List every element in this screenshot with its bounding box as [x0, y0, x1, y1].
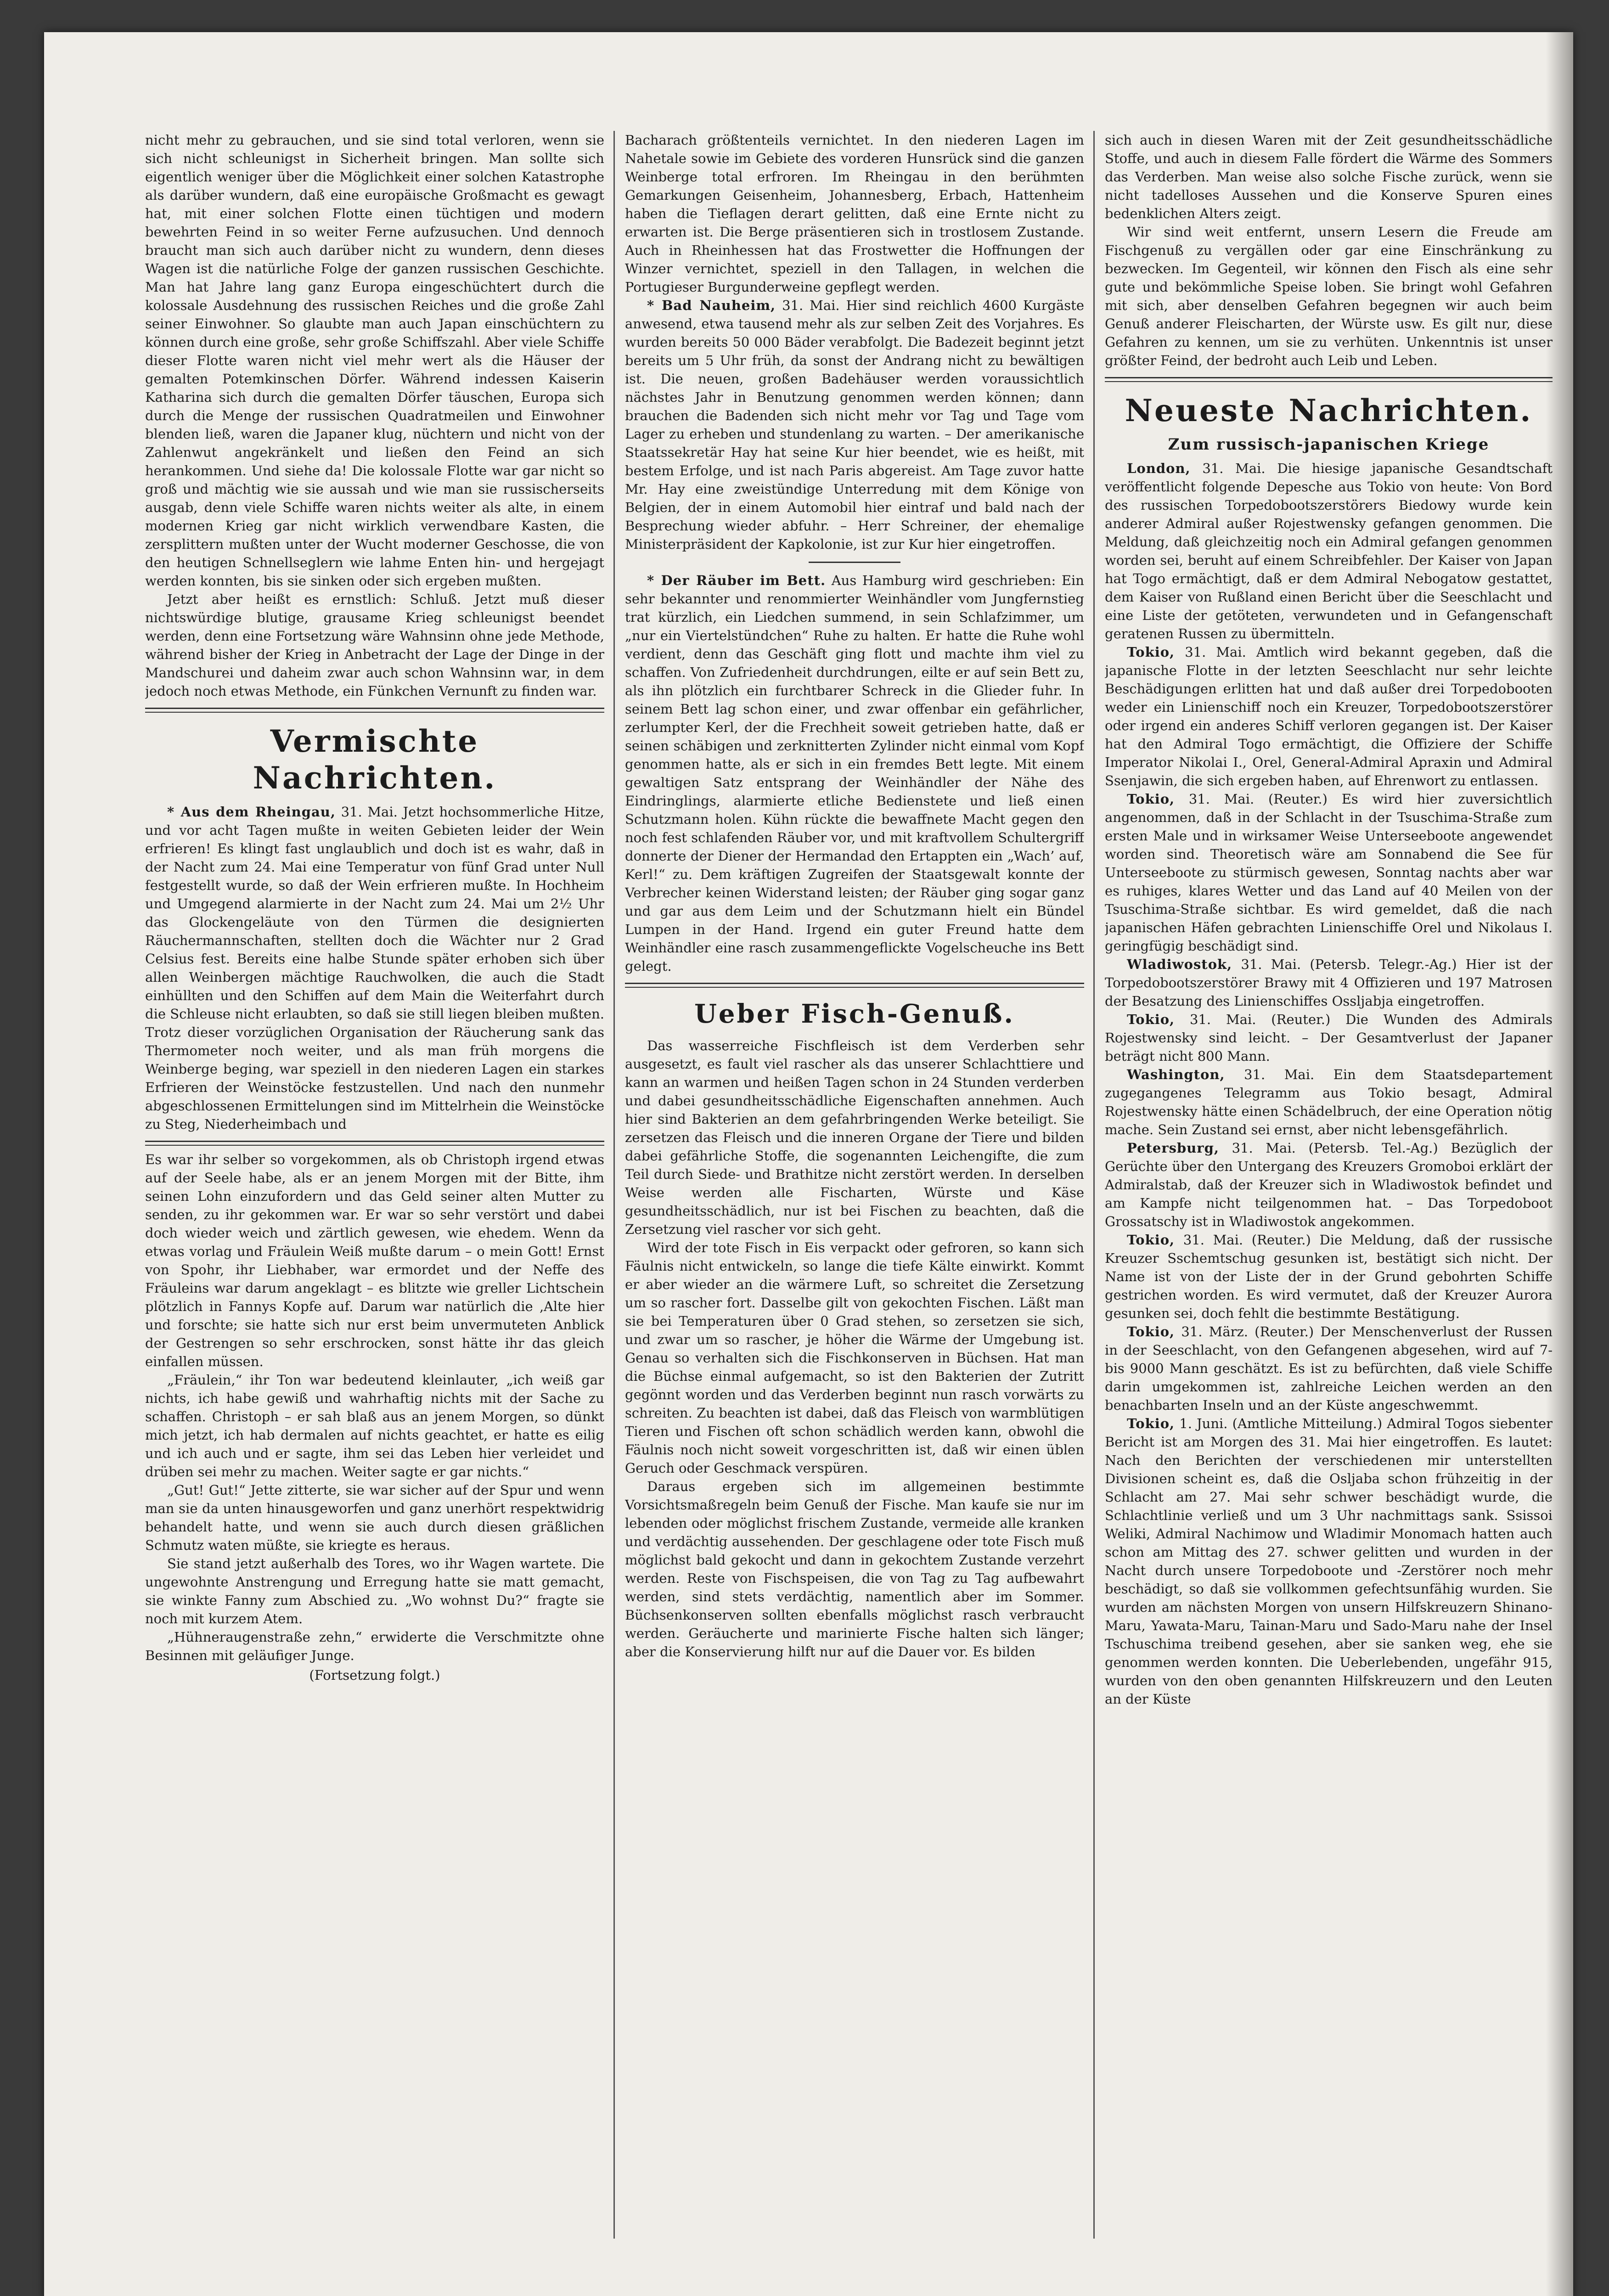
section-subheading-krieg: Zum russisch-japanischen Kriege	[1168, 435, 1490, 454]
news-item	[1105, 643, 1553, 790]
section-divider-2	[625, 983, 1084, 988]
news-item	[1105, 1322, 1553, 1414]
news-dateline: Washington,	[1127, 1067, 1225, 1082]
news-text: 31. März. (Reuter.) Der Menschenverlust der Russen in der Seeschlacht, von den Gefangenen abgesehen, wird auf 7- bis 9000 Mann geschätzt. Es ist zu befürchten, daß viele Schiffe darin umgekommen ist, zahlreiche Leichen werden an den benachbarten Inseln und an der Küste angeschwemmt.	[1105, 1324, 1553, 1413]
news-text: 31. Mai. (Reuter.) Die Wunden des Admirals Rojestwensky sind leicht. – Der Gesamtverlust der Japaner beträgt nicht 800 Mann.	[1105, 1012, 1553, 1064]
article-bad-nauheim-label: * Bad Nauheim,	[647, 298, 776, 313]
article-bad-nauheim-text: 31. Mai. Hier sind reichlich 4600 Kurgäste anwesend, etwa tausend mehr als zur selben Zeit des Vorjahres. Es wurden bereits 50 000 Bäder verabfolgt. Die Badezeit beginnt jetzt bereits um 5 Uhr früh, da sonst der Andrang nicht zu bewältigen ist. Die neuen, großen Badehäuser werden voraussichtlich nächstes Jahr in Benutzung genommen werden können; dann brauchen die Badenden sich nicht mehr vor Tag und Tage vom Lager zu erheben und stundenlang zu warten. – Der amerikanische Staatssekretär Hay hat seine Kur hier beendet, wie es heißt, mit bestem Erfolge, und ist nach Paris abgereist. Am Tage zuvor hatte Mr. Hay eine zweistündige Unterredung mit dem Könige von Belgien, der in einem Automobil hier eintraf und bald nach der Besprechung wieder abfuhr. – Herr Schreiner, der ehemalige Ministerpräsident der Kapkolonie, ist zur Kur hier eingetroffen.	[625, 298, 1084, 552]
article-raeuber-im-bett	[625, 571, 1084, 975]
news-dateline: Wladiwostok,	[1127, 957, 1232, 972]
news-item	[1105, 790, 1553, 955]
section-heading-vermischte: Vermischte Nachrichten.	[253, 723, 497, 796]
fiction-paragraph-3: „Gut! Gut!“ Jette zitterte, sie war sicher auf der Spur und wenn man sie da unten hinausgeworfen und ganz unerhört respektwidrig behandelt hatte, und wenn sie auch durch diesen gräßlichen Schmutz waten müßte, sie kriegte es heraus.	[145, 1482, 604, 1553]
feuilleton-divider	[145, 1141, 604, 1146]
column-rule-1	[613, 131, 615, 2239]
news-dateline: Tokio,	[1127, 1324, 1175, 1339]
article-rheingau-text: 31. Mai. Jetzt hochsommerliche Hitze, und vor acht Tagen mußte in weiten Gebieten leider der Wein erfrieren! Es klingt fast unglaublich und doch ist es wahr, daß in der Nacht zum 24. Mai eine Temperatur von fünf Grad unter Null festgestellt wurde, so daß der Wein erfrieren mußte. In Hochheim und Umgegend alarmierte in der Nacht zum 24. Mai um 2½ Uhr das Glockengeläute von den Türmen die designierten Räuchermannschaften, stellten doch die Wächter nur 2 Grad Celsius fest. Bereits eine halbe Stunde später erhoben sich über allen Weinbergen mächtige Rauchwolken, die auch die Stadt einhüllten und den Schiffen auf dem Main die Weiterfahrt durch die Schleuse nicht erlaubten, so daß sie still liegen bleiben mußten. Trotz dieser vorzüglichen Organisation der Räucherung sank das Thermometer noch weiter, und als man früh morgens die Weinberge beging, war speziell in den niederen Lagen ein starkes Erfrieren der Weinstöcke festzustellen. Und nach den nunmehr abgeschlossenen Ermittelungen sind im Mittelrhein die Weinstöcke zu Steg, Niederheimbach und	[145, 804, 604, 1132]
article-rheingau	[145, 803, 604, 1133]
fiction-paragraph-2: „Fräulein,“ ihr Ton war bedeutend kleinlauter, „ich weiß gar nichts, ich habe gewiß und wahrhaftig nichts mit der Sache zu schaffen. Christoph – er sah blaß aus an jenem Morgen, so dünkt mich jetzt, ich hab dermalen auf nichts geachtet, er hatte es eilig und ich auch und er sagte, ihm sei das Leben hier verleidet und drüben sei mehr zu machen. Weiter sagte er gar nichts.“	[145, 1372, 604, 1480]
fiction-paragraph-5: „Hühneraugenstraße zehn,“ erwiderte die Verschmitzte ohne Besinnen mit geläufiger Junge.	[145, 1629, 604, 1663]
news-text: 31. Mai. (Reuter.) Es wird hier zuversichtlich angenommen, daß in der Schlacht in der Tsuschima-Straße zum ersten Male und in wirksamer Weise Unterseeboote angewendet worden sind. Theoretisch wäre am Sonnabend die See für Unterseeboote zu stürmisch gewesen, Sonntag nachts aber war es ruhiges, klares Wetter und das Land auf 40 Meilen von der Tsuschima-Straße sichtbar. Es wird gemeldet, daß die nach japanischen Häfen gebrachten Linienschiffe Orel und Nikolaus I. geringfügig beschädigt sind.	[1105, 791, 1553, 954]
fisch-paragraph-2: Wird der tote Fisch in Eis verpackt oder gefroren, so kann sich Fäulnis nicht entwickeln, so lange die tiefe Kälte einwirkt. Kommt er aber wieder an die wärmere Luft, so schreitet die Zersetzung um so rascher fort. Dasselbe gilt von gekochten Fischen. Läßt man sie bei Temperaturen über 0 Grad stehen, so zersetzen sie sich, und zwar um so rascher, je höher die Wärme der Umgebung ist. Genau so verhalten sich die Fischkonserven in Büchsen. Hat man die Büchse einmal aufgemacht, so ist den Bakterien der Zutritt gegönnt worden und das Verderben beginnt nun rasch vorwärts zu schreiten. Zu beachten ist dabei, daß das Fleisch von warmblütigen Tieren und Fischen oft schon schädlich werden kann, obwohl die Fäulnis noch nicht soweit vorgeschritten ist, daß wir einen üblen Geruch oder Geschmack verspüren.	[625, 1240, 1084, 1476]
fiction-paragraph-4: Sie stand jetzt außerhalb des Tores, wo ihr Wagen wartete. Die ungewohnte Anstrengung und Erregung hatte sie matt gemacht, sie winkte Fanny zum Abschied zu. „Wo wohnst Du?“ fragte sie noch mit kurzem Atem.	[145, 1556, 604, 1626]
war-commentary-conclusion: Jetzt aber heißt es ernstlich: Schluß. Jetzt muß dieser nichtswürdige blutige, grausame Krieg schleunigst beendet werden, denn eine Fortsetzung wäre Wahnsinn ohne jede Methode, während bisher der Krieg in Anbetracht der Lage der Dinge in der Mandschurei und daheim zwar auch schon Wahnsinn war, in dem jedoch noch etwas Methode, ein Fünkchen Vernunft zu finden war.	[145, 591, 604, 699]
article-divider	[809, 562, 900, 563]
fisch-paragraph-1: Das wasserreiche Fischfleisch ist dem Verderben sehr ausgesetzt, es fault viel rascher als das unserer Schlachttiere und kann an warmen und heißen Tagen schon in 24 Stunden verderben und dabei gesundheitsschädliche Eigenschaften annehmen. Auch hier sind Bakterien an dem gefahrbringenden Werke beteiligt. Sie zersetzen das Fleisch und die inneren Organe der Tiere und bilden dabei gefährliche Stoffe, die sogenannten Leichengifte, die zum Teil durch Siede- und Brathitze nicht zerstört werden. In derselben Weise werden alle Fischarten, Würste und Käse gesundheitsschädlich, nur ist bei Fischen zu beachten, daß die Zersetzung viel rascher vor sich geht.	[625, 1038, 1084, 1237]
article-rheingau-continued: Bacharach größtenteils vernichtet. In den niederen Lagen im Nahetale sowie im Gebiete des vorderen Hunsrück sind die ganzen Weinberge total erfroren. Im Rheingau in den berühmten Gemarkungen Geisenheim, Johannesberg, Erbach, Hattenheim haben die Tieflagen derart gelitten, daß eine Ernte nicht zu erwarten ist. Die Berge präsentieren sich in trostlosem Zustande. Auch in Rheinhessen hat das Frostwetter die Hoffnungen der Winzer vernichtet, speziell in den Tallagen, in welchen die Portugieser Burgunderweine gepflegt werden.	[625, 132, 1084, 295]
article-bad-nauheim	[625, 296, 1084, 553]
article-raeuber-text: Aus Hamburg wird geschrieben: Ein sehr bekannter und renommierter Weinhändler vom Jungfernstieg trat kürzlich, ein Liedchen summend, in sein Schlafzimmer, um „nur ein Viertelstündchen“ Ruhe zu halten. Er hatte die Ruhe wohl verdient, denn das Geschäft ging flott und machte ihm viel zu schaffen. Von Zufriedenheit durchdrungen, eilte er auf sein Bett zu, als ihn plötzlich ein furchtbarer Schreck in die Glieder fuhr. In seinem Bett lag schon einer, und zwar offenbar ein gefährlicher, zerlumpter Kerl, der die Frechheit soweit getrieben hatte, daß er seinen schäbigen und zerknitterten Zylinder nicht einmal vom Kopf genommen hatte, als er sich in ein fremdes Bett legte. Mit einem gewaltigen Satz entsprang der Weinhändler der Nähe des Eindringlings, alarmierte etliche Bedienstete und ließ einen Schutzmann holen. Kühn rückte die bewaffnete Macht gegen den noch fest schlafenden Räuber vor, und mit kraftvollem Schultergriff donnerte der Diener der Hermandad den Ertappten ein „Wach’ auf, Kerl!“ zu. Dem kräftigen Zugreifen der Staatsgewalt konnte der Verbrecher keinen Widerstand leisten; der Räuber ging sogar ganz und gar aus dem Leim und der Schutzmann hielt ein Bündel Lumpen in der Hand. Irgend ein guter Freund hatte dem Weinhändler eine rasch zusammengeflickte Vogelscheuche ins Bett gelegt.	[625, 573, 1084, 974]
column-rule-2	[1093, 131, 1095, 2239]
news-item	[1105, 459, 1553, 643]
news-dateline: Tokio,	[1127, 1232, 1175, 1248]
news-item	[1105, 955, 1553, 1010]
article-rheingau-label: * Aus dem Rheingau,	[167, 804, 336, 820]
news-text: 31. Mai. (Petersb. Tel.-Ag.) Bezüglich der Gerüchte über den Untergang des Kreuzers Gromoboi erklärt der Admiralstab, daß der Kreuzer sich in Wladiwostok befindet und am Kampfe nicht teilgenommen hat. – Das Torpedoboot Grossatschy ist in Wladiwostok angekommen.	[1105, 1140, 1553, 1229]
news-text: 31. Mai. (Reuter.) Die Meldung, daß der russische Kreuzer Sschemtschug gesunken ist, bestätigt sich nicht. Der Name ist von der Liste der in der Grund gebohrten Schiffe gestrichen worden. Es wird vermutet, daß der Kreuzer Aurora gesunken sei, doch fehlt die bestimmte Bestätigung.	[1105, 1232, 1553, 1321]
news-item	[1105, 1414, 1553, 1708]
fisch-paragraph-4: sich auch in diesen Waren mit der Zeit gesundheitsschädliche Stoffe, und auch in diesem Falle fördert die Wärme des Sommers das Verderben. Man weise also solche Fische zurück, wenn sie nicht tadelloses Aussehen und die Konserve Spuren eines bedenklichen Alters zeigt.	[1105, 132, 1553, 221]
section-heading-neueste: Neueste Nachrichten.	[1125, 393, 1533, 428]
article-raeuber-label: * Der Räuber im Bett.	[647, 573, 826, 588]
column-2	[625, 131, 1084, 2239]
news-dateline: Tokio,	[1127, 644, 1175, 660]
news-dateline: Tokio,	[1127, 791, 1175, 807]
news-item	[1105, 1010, 1553, 1065]
continuation-note: (Fortsetzung folgt.)	[309, 1667, 440, 1683]
news-dateline: Tokio,	[1127, 1416, 1175, 1431]
war-commentary-text: nicht mehr zu gebrauchen, und sie sind total verloren, wenn sie sich nicht schleunigst in Sicherheit bringen. Man sollte sich eigentlich weniger über die Möglichkeit einer solchen Katastrophe als darüber wundern, daß eine europäische Großmacht es gewagt hat, mit einer solchen Flotte einen tüchtigen und modern bewehrten Feind in so weiter Ferne aufzusuchen. Und dennoch braucht man sich auch darüber nicht zu wundern, denn dieses Wagen ist die natürliche Folge der ganzen russischen Geschichte. Man hat Jahre lang ganz Europa eingeschüchtert durch die kolossale Ausdehnung des russischen Reiches und die große Zahl seiner Einwohner. So glaubte man auch Japan einschüchtern zu können durch eine große, sehr große Schiffszahl. Aber viele Schiffe dieser Flotte waren nicht viel mehr wert als die Häuser der gemalten Potemkinschen Dörfer. Während indessen Kaiserin Katharina sich durch die gemalten Dörfer täuschen, Europa sich durch die Menge der russischen Quadratmeilen und Einwohner blenden ließ, waren die Japaner klug, nüchtern und nicht von der Zahlenwut angekränkelt und ließen den Feind an sich herankommen. Und siehe da! Die kolossale Flotte war gar nicht so groß und mächtig wie sie aussah und wie man sie russischerseits ausgab, denn viele Schiffe waren nichts weiter als alte, in einem modernen Krieg gar nicht wirklich verwendbare Kasten, die zersplittern mußten unter der Wucht moderner Geschosse, die von den heutigen Schnellseglern wie lahme Enten hin- und hergejagt werden konnten, bis sie sinken oder sich ergeben mußten.	[145, 132, 604, 589]
fisch-paragraph-3: Daraus ergeben sich im allgemeinen bestimmte Vorsichtsmaßregeln beim Genuß der Fische. Man kaufe sie nur im lebenden oder möglichst frischem Zustande, vermeide alle kranken und verdächtig aussehenden. Der geschlagene oder tote Fisch muß möglichst bald gekocht und dann in gekochtem Zustande verzehrt werden. Reste von Fischspeisen, die von Tag zu Tag aufbewahrt werden, sind stets verdächtig, namentlich aber im Sommer. Büchsenkonserven sollten ebenfalls möglichst rasch verbraucht werden. Geräucherte und marinierte Fische halten sich länger; aber die Konservierung hilft nur auf die Dauer vor. Es bilden	[625, 1479, 1084, 1660]
column-1	[145, 131, 604, 2239]
column-3	[1105, 131, 1553, 2239]
page-content	[145, 131, 1553, 2239]
news-text: 31. Mai. Amtlich wird bekannt gegeben, daß die japanische Flotte in der letzten Seeschlacht nur sehr leichte Beschädigungen erlitten hat und daß außer drei Torpedobooten weder ein Linienschiff noch ein Kreuzer, Torpedobootszerstörer oder irgend ein anderes Schiff verloren gegangen ist. Der Kaiser hat den Admiral Togo ermächtigt, die Offiziere der Schiffe Imperator Nikolai I., Orel, General-Admiral Apraxin und Admiral Ssenjawin, die sich ergeben haben, auf Ehrenwort zu entlassen.	[1105, 644, 1553, 788]
news-dateline: London,	[1127, 461, 1191, 476]
section-divider	[145, 708, 604, 713]
section-divider-3	[1105, 377, 1553, 382]
fisch-paragraph-5: Wir sind weit entfernt, unsern Lesern die Freude am Fischgenuß zu vergällen oder gar eine Einschränkung zu bezwecken. Im Gegenteil, wir können den Fisch als eine sehr gute und bekömmliche Speise loben. Sie bringt wohl Gefahren mit sich, aber denselben Gefahren begegnen wir auch beim Genuß anderer Fleischarten, der Würste usw. Es gilt nur, diese Gefahren zu kennen, um sie zu verhüten. Unkenntnis ist unser größter Feind, der bedroht auch Leib und Leben.	[1105, 224, 1553, 368]
section-heading-fisch-genuss: Ueber Fisch-Genuß.	[694, 999, 1015, 1029]
news-text: 31. Mai. (Petersb. Telegr.-Ag.) Hier ist der Torpedobootszerstörer Brawy mit 4 Offizieren und 197 Matrosen der Besatzung des Linienschiffes Ossljabja eingetroffen.	[1105, 957, 1553, 1009]
news-item	[1105, 1065, 1553, 1139]
news-item	[1105, 1231, 1553, 1322]
news-text: 31. Mai. Die hiesige japanische Gesandtschaft veröffentlicht folgende Depesche aus Tokio von heute: Von Bord des russischen Torpedobootszerstörers Biedowy wurde kein anderer Admiral außer Rojestwensky gefangen genommen. Die Meldung, daß gleichzeitig noch ein Admiral gefangen genommen worden sei, beruht auf einem Schreibfehler. Der Kaiser von Japan hat Togo ermächtigt, daß er dem Admiral Nebogatow gestattet, dem Kaiser von Rußland einen Bericht über die Seeschlacht und eine Liste der getöteten, verwundeten und in Gefangenschaft geratenen Russen zu übermitteln.	[1105, 461, 1553, 642]
news-text: 31. Mai. Ein dem Staatsdepartement zugegangenes Telegramm aus Tokio besagt, Admiral Rojestwensky hätte einen Schädelbruch, der eine Operation nötig mache. Sein Zustand sei ernst, aber nicht lebensgefährlich.	[1105, 1067, 1553, 1137]
news-dateline: Tokio,	[1127, 1012, 1175, 1027]
news-item	[1105, 1139, 1553, 1231]
news-dateline: Petersburg,	[1127, 1140, 1219, 1156]
newspaper-page	[44, 32, 1573, 2296]
fiction-paragraph-1: Es war ihr selber so vorgekommen, als ob Christoph irgend etwas auf der Seele habe, als er an jenem Morgen mit der Bitte, ihm seinen Lohn einzufordern und das Geld seiner alten Mutter zu senden, zu ihr gekommen war. Er war so sehr verstört und dabei doch wieder weich und zärtlich gewesen, wie ehedem. Wenn da etwas vorlag und Fräulein Weiß mußte darum – o mein Gott! Ernst von Spohr, ihr Liebhaber, war ermordet und der Neffe des Fräuleins war darum angeklagt – es blitzte wie greller Lichtschein plötzlich in Fannys Kopfe auf. Darum war natürlich die ‚Alte hier und forschte; sie hatte sich nur erst beim unvermuteten Anblick der Gestrengen so sehr erschrocken, sonst hätte ihr das gleich einfallen müssen.	[145, 1152, 604, 1369]
news-text: 1. Juni. (Amtliche Mitteilung.) Admiral Togos siebenter Bericht ist am Morgen des 31. Mai hier eingetroffen. Es lautet: Nach den Berichten der verschiedenen mir unterstellten Divisionen scheint es, daß die Osljaba schon frühzeitig in der Schlacht am 27. Mai sehr schwer beschädigt wurde, die Schlachtlinie verließ und um 3 Uhr nachmittags sank. Ssissoi Weliki, Admiral Nachimow und Wladimir Monomach hatten auch schon am Mittag des 27. schwer gelitten und wurden in der Nacht durch unsere Torpedoboote und -Zerstörer noch mehr beschädigt, so daß sie vollkommen gefechtsunfähig wurden. Sie wurden am nächsten Morgen von unsern Hilfskreuzern Shinano-Maru, Yawata-Maru, Tainan-Maru und Sado-Maru nahe der Insel Tschuschima treibend gesehen, aber sie sanken weg, ehe sie genommen werden konnten. Die Ueberlebenden, ungefähr 915, wurden von den oben genannten Hilfskreuzern und den Leuten an der Küste	[1105, 1416, 1553, 1707]
